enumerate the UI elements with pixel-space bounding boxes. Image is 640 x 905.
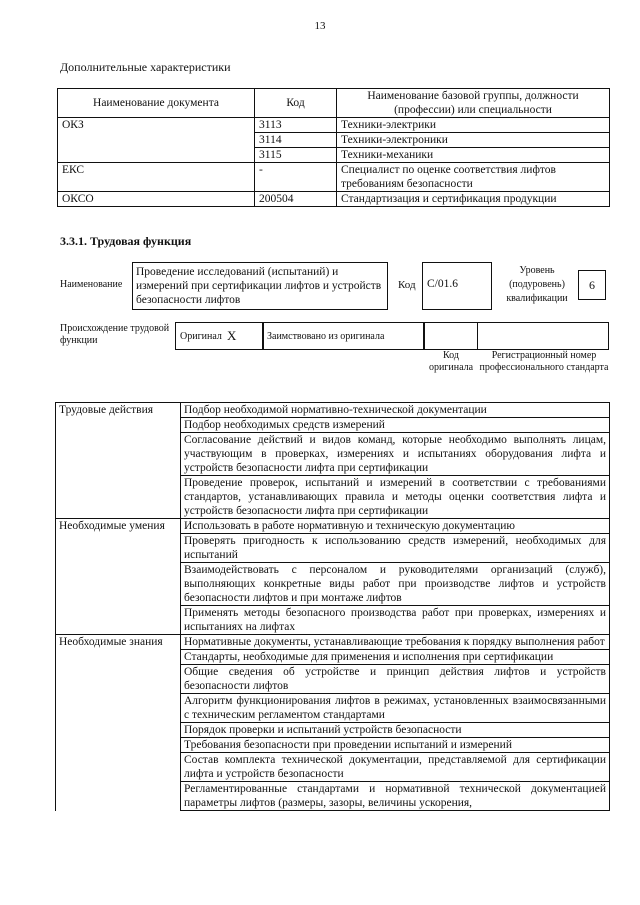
code-original-box [424,322,478,350]
cell-code: 3115 [255,148,337,163]
additional-characteristics-table [57,88,610,207]
table-row [56,738,610,753]
labor-function-heading: 3.3.1. Трудовая функция [60,234,192,248]
table-row [58,192,610,207]
table-row [56,418,610,433]
detail-item: Общие сведения об устройстве и принцип действия лифтов и устройств безопасности лифтов [181,665,610,694]
function-name-box: Проведение исследований (испытаний) и измерений при сертификации лифтов и устройств безопасности лифтов [132,262,388,310]
table-row [58,118,610,133]
header-document: Наименование документа [58,89,255,118]
borrowed-label: Заимствовано из оригинала [267,331,385,342]
detail-item: Порядок проверки и испытаний устройств безопасности [181,723,610,738]
detail-item: Стандарты, необходимые для применения и исполнения при сертификации [181,650,610,665]
additional-characteristics-heading: Дополнительные характеристики [60,60,231,74]
table-row [56,519,610,534]
cell-doc: ОКЗ [58,118,255,133]
category-labor-actions: Трудовые действия [56,403,181,418]
cell-doc: ОКСО [58,192,255,207]
cell-code: 200504 [255,192,337,207]
category-skills: Необходимые умения [56,519,181,534]
origin-label: Происхождение трудовой функции [60,323,170,346]
table-row [56,753,610,782]
table-row [56,563,610,606]
level-label: Уровень (подуровень) квалификации [506,265,568,304]
cell-doc: ЕКС [58,163,255,192]
function-code-box: С/01.6 [422,262,492,310]
reg-number-box [477,322,609,350]
detail-item: Применять методы безопасного производства работ при проверках, измерениях и испытаниях на лифтах [181,606,610,635]
table-row [56,650,610,665]
page-number: 13 [314,20,326,32]
detail-item: Использовать в работе нормативную и техническую документацию [181,519,610,534]
detail-item: Взаимодействовать с персоналом и руководителями организаций (служб), выполняющих конкретные виды работ при производстве лифтов и устройств безопасности лифтов и при монтаже лифтов [181,563,610,606]
detail-item: Нормативные документы, устанавливающие требования к порядку выполнения работ [181,635,610,650]
table-header-row [58,89,610,118]
table-row [56,403,610,418]
table-row [58,133,610,148]
detail-item: Подбор необходимых средств измерений [181,418,610,433]
cell-doc [58,148,255,163]
code-label: Код [398,279,416,291]
cell-code: - [255,163,337,192]
cell-doc [58,133,255,148]
category-knowledge: Необходимые знания [56,635,181,650]
table-row [56,433,610,476]
table-row [56,782,610,811]
table-row [58,148,610,163]
table-row [56,476,610,519]
cell-code: 3113 [255,118,337,133]
detail-item: Проведение проверок, испытаний и измерений в соответствии с требованиями стандартов, устанавливающих правила и методы оценки соответствия лифта и устройств безопасности лифта при сертификации [181,476,610,519]
table-row [56,534,610,563]
detail-item: Проверять пригодность к использованию средств измерений, необходимых для испытаний [181,534,610,563]
original-mark: X [227,328,237,343]
header-group: Наименование базовой группы, должности (профессии) или специальности [337,89,610,118]
table-row [56,635,610,650]
cell-name: Стандартизация и сертификация продукции [337,192,610,207]
table-row [58,163,610,192]
detail-item: Алгоритм функционирования лифтов в режимах, установленных взаимосвязанными с техническим регламентом стандартами [181,694,610,723]
reg-number-caption: Регистрационный номер профессионального стандарта [479,350,609,373]
table-row [56,606,610,635]
detail-item: Состав комплекта технической документации, представляемой для сертификации лифта и устройств безопасности [181,753,610,782]
table-row [56,723,610,738]
table-row [56,694,610,723]
detail-item: Подбор необходимой нормативно-технической документации [181,403,610,418]
cell-name: Техники-механики [337,148,610,163]
cell-name: Техники-электрики [337,118,610,133]
detail-item: Согласование действий и видов команд, которые необходимо выполнять лицам, участвующим в проверках, измерениях и испытаниях оборудования лифта и устройств безопасности лифта при сертификации [181,433,610,476]
cell-name: Специалист по оценке соответствия лифтов требованиям безопасности [337,163,610,192]
detail-item: Регламентированные стандартами и нормативной технической документацией параметры лифтов (размеры, зазоры, величины ускорения, [181,782,610,811]
code-original-caption: Код оригинала [428,350,474,373]
name-label: Наименование [60,279,123,290]
header-code: Код [255,89,337,118]
detail-item: Требования безопасности при проведении испытаний и измерений [181,738,610,753]
cell-name: Техники-электроники [337,133,610,148]
original-label: Оригинал [180,331,222,342]
cell-code: 3114 [255,133,337,148]
function-details-table [55,402,610,811]
level-box: 6 [578,270,606,300]
table-row [56,665,610,694]
